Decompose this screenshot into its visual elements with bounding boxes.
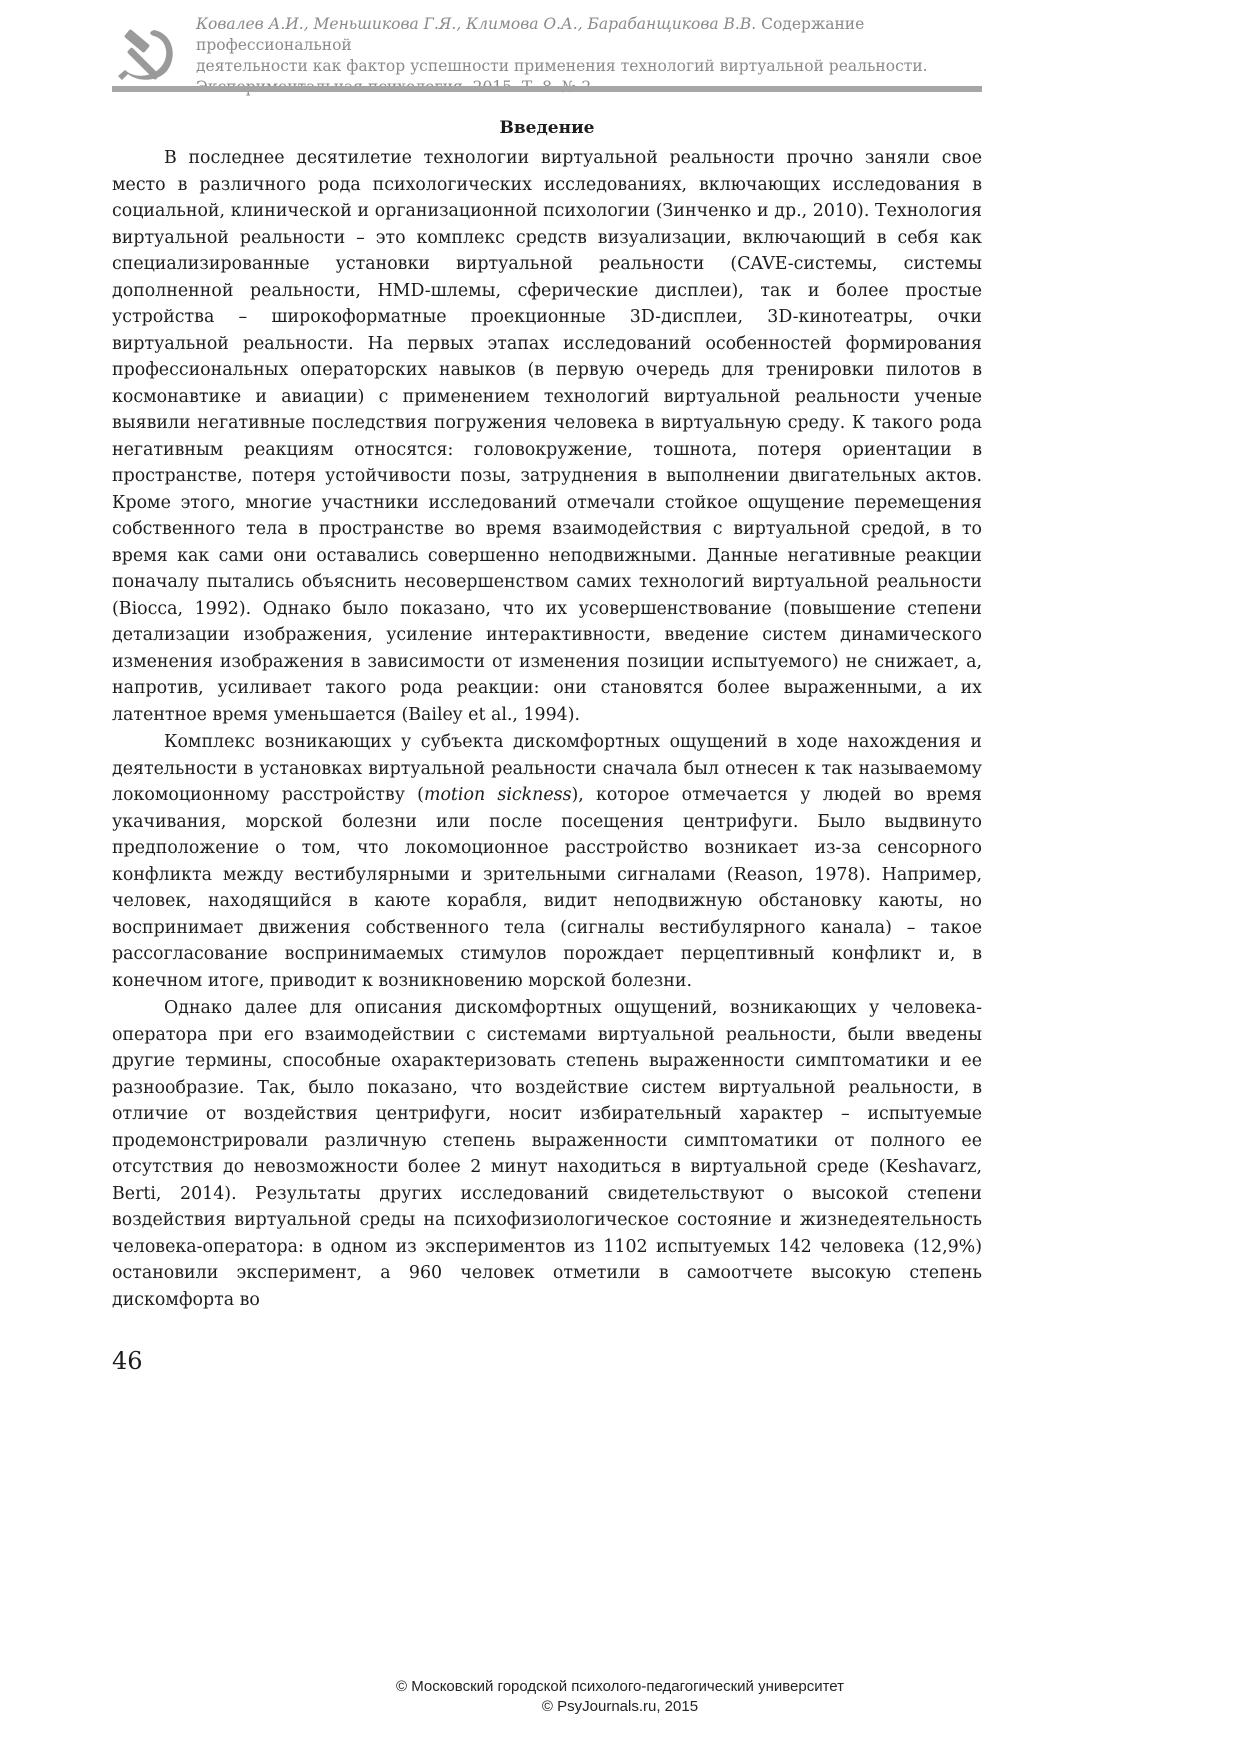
- header-divider: [112, 86, 982, 92]
- footer-line-2: © PsyJournals.ru, 2015: [541, 1698, 699, 1715]
- header-authors: Ковалев А.И., Меньшикова Г.Я., Климова О.А., Барабанщикова В.В.: [196, 15, 757, 33]
- article-body: [112, 145, 982, 1313]
- copyright-footer: [0, 1677, 1240, 1717]
- paragraph-1: В последнее десятилетие технологии виртуальной реальности прочно заняли свое место в различного рода психологических исследованиях, включающих исследования в социальной, клинической и организационной психологии (Зинченко и др., 2010). Технология виртуальной реальности – это комплекс средств визуализации, включающий в себя как специализированные установки виртуальной реальности (CAVE-системы, системы дополненной реальности, HMD-шлемы, сферические дисплеи), так и более простые устройства – широкоформатные проекционные 3D-дисплеи, 3D-кинотеатры, очки виртуальной реальности. На первых этапах исследований особенностей формирования профессиональных операторских навыков (в первую очередь для тренировки пилотов в космонавтике и авиации) с применением технологий виртуальной реальности ученые выявили негативные последствия погружения человека в виртуальную среду. К такого рода негативным реакциям относятся: головокружение, тошнота, потеря ориентации в пространстве, потеря устойчивости позы, затруднения в выполнении двигательных актов. Кроме этого, многие участники исследований отмечали стойкое ощущение перемещения собственного тела в пространстве во время взаимодействия с виртуальной средой, в то время как сами они оставались совершенно неподвижными. Данные негативные реакции поначалу пытались объяснить несовершенством самих технологий виртуальной реальности (Biocca, 1992). Однако было показано, что их усовершенствование (повышение степени детализации изображения, усиление интерактивности, введение систем динамического изменения изображения в зависимости от изменения позиции испытуемого) не снижает, а, напротив, усиливает такого рода реакции: они становятся более выраженными, а их латентное время уменьшается (Bailey et al., 1994).: [112, 148, 982, 725]
- header-title-line1: Содержание профессиональной: [196, 15, 865, 54]
- footer-line-1: © Московский городской психолого-педагогический университет: [395, 1678, 845, 1695]
- paragraph-2-part-a: Комплекс возникающих у субъекта дискомфортных ощущений в ходе нахождения и деятельности в установках виртуальной реальности сначала был отнесен к так называемому локомоционному расстройству (: [112, 732, 982, 805]
- header-title-line2: деятельности как фактор успешности применения технологий виртуальной реальности.: [196, 57, 928, 75]
- running-header: [112, 14, 982, 78]
- page-number: 46: [112, 1347, 143, 1375]
- motion-sickness-term: motion sickness: [423, 785, 572, 805]
- paragraph-3: Однако далее для описания дискомфортных ощущений, возникающих у человека-оператора при его взаимодействии с системами виртуальной реальности, были введены другие термины, способные охарактеризовать степень выраженности симптоматики и ее разнообразие. Так, было показано, что воздействие систем виртуальной реальности, в отличие от воздействия центрифуги, носит избирательный характер – испытуемые продемонстрировали различную степень выраженности симптоматики от полного ее отсутствия до невозможности более 2 минут находиться в виртуальной среде (Keshavarz, Berti, 2014). Результаты других исследований свидетельствуют о высокой степени воздействия виртуальной среды на психофизиологическое состояние и жизнедеятельность человека-оператора: в одном из экспериментов из 1102 испытуемых 142 человека (12,9%) остановили эксперимент, а 960 человек отметили в самоотчете высокую степень дискомфорта во: [112, 998, 982, 1310]
- paragraph-2: [112, 729, 982, 994]
- hammer-sickle-icon: [116, 24, 182, 88]
- paragraph-2-part-b: ), которое отмечается у людей во время укачивания, морской болезни или после посещения центрифуги. Было выдвинуто предположение о том, что локомоционное расстройство возникает из-за сенсорного конфликта между вестибулярными и зрительными сигналами (Reason, 1978). Например, человек, находящийся в каюте корабля, видит неподвижную обстановку каюты, но воспринимает движения собственного тела (сигналы вестибулярного канала) – такое рассогласование воспринимаемых стимулов порождает перцептивный конфликт и, в конечном итоге, приводит к возникновению морской болезни.: [112, 785, 982, 991]
- section-title: Введение: [499, 118, 595, 138]
